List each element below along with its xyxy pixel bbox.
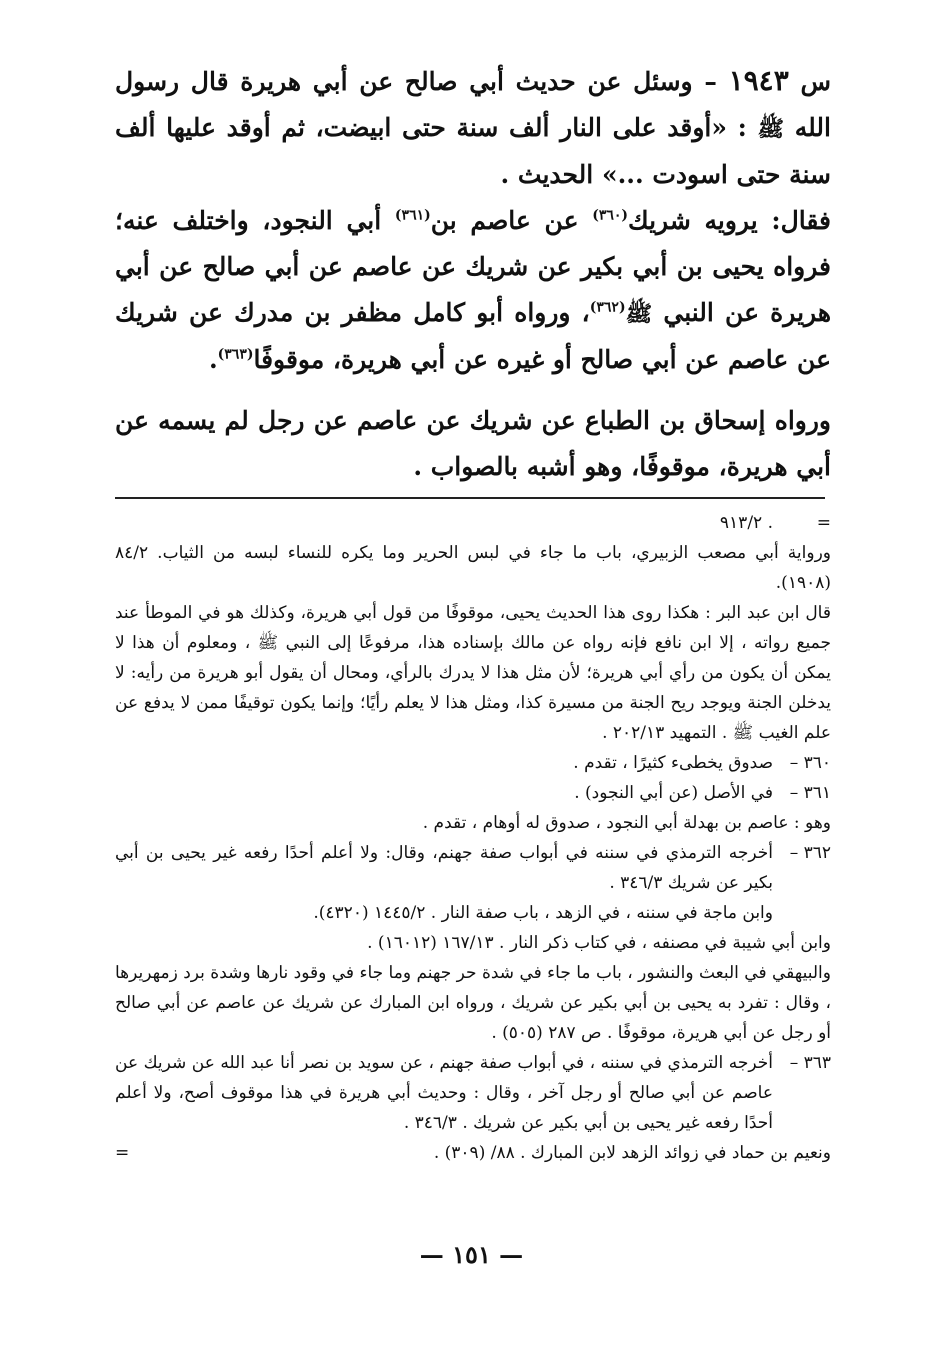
footnote-continuation xyxy=(115,508,831,538)
footnote-362-source-4: والبيهقي في البعث والنشور ، باب ما جاء في شدة حر جهنم وما جاء في وقود نارها وشدة برد زمهريرها ، وقال : تفرد به يحيى بن أبي بكير عن شريك ، ورواه ابن المبارك عن شريك عن عاصم عن أبي صالح أو رجل عن أبي هريرة، موقوفًا . ص ٢٨٧ (٥٠٥) . xyxy=(115,963,831,1043)
footnote-ref-362[interactable]: (٣٦٢) xyxy=(589,299,626,316)
continuation-marker-end: = xyxy=(115,1143,130,1163)
page-number: — ١٥١ — xyxy=(419,1240,524,1269)
answer-part-a: فقال: يرويه شريك xyxy=(628,206,831,235)
continuation-marker: = xyxy=(816,513,831,533)
footnote-text: أخرجه الترمذي في سننه في أبواب صفة جهنم، وقال: ولا أعلم أحدًا رفعه غير يحيى بن أبي بكير عن شريك ٣٤٦/٣ . xyxy=(115,843,773,893)
footnote-361 xyxy=(115,778,831,808)
answer-paragraph-2 xyxy=(115,398,831,490)
footnote-text: في الأصل (عن أبي النجود) . xyxy=(574,783,773,803)
question-paragraph xyxy=(115,58,831,198)
salutation-seal: ﷺ xyxy=(757,116,785,142)
footnote-ref-363[interactable]: (٣٦٣) xyxy=(217,346,254,363)
footnote-text: ونعيم بن حماد في زوائد الزهد لابن المبارك . ٨٨/ (٣٠٩) . xyxy=(433,1143,831,1163)
answer-part-e: . xyxy=(208,345,218,374)
footnote-362-source-2: وابن ماجة في سننه ، في الزهد ، باب صفة النار . ١٤٤٥/٢ (٤٣٢٠). xyxy=(313,903,773,923)
footnote-number: ٣٦٢ – xyxy=(789,843,831,863)
answer-paragraph-1 xyxy=(115,198,831,383)
footnote-cont-paragraph-2: قال ابن عبد البر : هكذا روى هذا الحديث يحيى، موقوفًا من قول أبي هريرة، وكذلك هو في الموطأ عند جميع رواته ، إلا ابن نافع فإنه رواه عن مالك بإسناده هذا، مرفوعًا إلى النبي ﷺ ، ومعلوم أن هذا لا يمكن أن يكون من رأي أبي هريرة؛ لأن مثل هذا لا يدرك بالرأي، ومحال أن يقول أبو هريرة من رأيه: لا يدخلن الجنة ويوجد ريح الجنة من مسيرة كذا، ومثل هذا لا يعلم رأيًا؛ وإنما يكون توقيفًا ممن لا يدفع عن علم الغيب ﷺ . التمهيد ٢٠٢/١٣ . xyxy=(115,603,831,743)
footnote-ref-360[interactable]: (٣٦٠) xyxy=(592,207,629,224)
footnote-362-source-3: وابن أبي شيبة في مصنفه ، في كتاب ذكر النار . ١٦٧/١٣ (١٦٠١٢) . xyxy=(367,933,831,953)
footnote-cont-line: . ٩١٣/٢ xyxy=(719,513,773,533)
footnote-text: أخرجه الترمذي في سننه ، في أبواب صفة جهنم ، عن سويد بن نصر أنا عبد الله عن شريك عن عاصم عن أبي صالح أو رجل آخر ، وقال : وحديث أبي هريرة في هذا موقوف أصح، ولا أعلم أحدًا رفعه غير يحيى بن أبي بكير عن شريك . ٣٤٦/٣ . xyxy=(115,1053,773,1133)
footnote-362 xyxy=(115,838,831,898)
footnote-361-continued: وهو : عاصم بن بهدلة أبي النجود ، صدوق له أوهام ، تقدم . xyxy=(422,813,831,833)
footnote-360 xyxy=(115,748,831,778)
footnote-number: ٣٦٠ – xyxy=(789,753,831,773)
question-number: ١٩٤٣ xyxy=(728,64,789,97)
footnote-cont-paragraph-1: ورواية أبي مصعب الزبيري، باب ما جاء في لبس الحرير وما يكره للنساء لبسه من الثياب. ٨٤/٢ (١٩٠٨). xyxy=(115,543,831,593)
footnotes xyxy=(115,508,831,1168)
question-text-1: – وسئل عن حديث أبي صالح عن أبي هريرة قال رسول الله xyxy=(115,67,831,142)
footnote-number: ٣٦١ – xyxy=(789,783,831,803)
footnote-number: ٣٦٣ – xyxy=(789,1053,831,1073)
answer-p2-text: ورواه إسحاق بن الطباع عن شريك عن عاصم عن رجل لم يسمه عن أبي هريرة، موقوفًا، وهو أشبه بالصواب . xyxy=(115,406,831,481)
salutation-seal: ﷺ xyxy=(625,301,653,327)
footnote-363-source-2 xyxy=(115,1138,831,1168)
answer-part-d: ، ورواه أبو كامل مظفر بن مدرك عن شريك عن عاصم عن أبي صالح أو غيره عن أبي هريرة، موقوفًا xyxy=(115,298,831,374)
question-text-2: : «أوقد على النار ألف سنة حتى ابيضت، ثم أوقد عليها ألف سنة حتى اسودت ...» الحديث . xyxy=(115,113,831,189)
answer-part-c: أبي النجود، واختلف عنه؛ فرواه يحيى بن أبي بكير عن شريك عن عاصم عن أبي صالح عن أبي هريرة عن النبي xyxy=(115,206,832,327)
answer-part-b: عن عاصم بن xyxy=(430,206,579,235)
footnote-text: صدوق يخطىء كثيرًا ، تقدم . xyxy=(573,753,773,773)
footnote-363 xyxy=(115,1048,831,1138)
footnote-ref-361[interactable]: (٣٦١) xyxy=(394,207,431,224)
question-label: س xyxy=(800,67,831,96)
footnote-separator xyxy=(115,497,825,499)
